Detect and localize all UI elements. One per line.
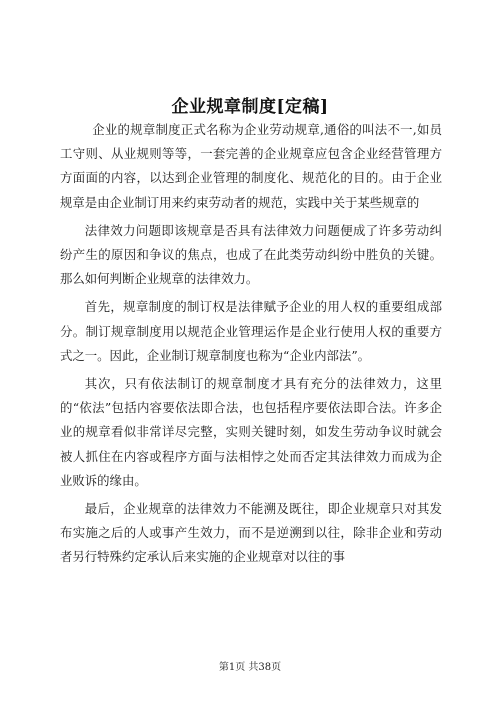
paragraph-1: 企业的规章制度正式名称为企业劳动规章,通俗的叫法不一,如员工守则、从业规则等等，一套完善的企业规章应包含企业经营管理方方面面的内容，以达到企业管理的制度化、规范化的目的。由于企业规章是由企业制订用来约束劳动者的规范，实践中关于某些规章的 <box>60 122 442 210</box>
paragraph-5: 最后，企业规章的法律效力不能溯及既往，即企业规章只对其发布实施之后的人或事产生效力，而不是逆溯到以往，除非企业和劳动者另行特殊约定承认后来实施的企业规章对以往的事 <box>60 501 442 565</box>
document-body <box>60 118 442 574</box>
paragraph-4: 其次，只有依法制订的规章制度才具有充分的法律效力，这里的“依法”包括内容要依法即合法，也包括程序要依法即合法。许多企业的规章看似非常详尽完整，实则关键时刻，如发生劳动争议时就会被人抓住在内容或程序方面与法相悖之处而否定其法律效力而成为企业败诉的缘由。 <box>60 376 442 488</box>
document-title: 企业规章制度[定稿] <box>171 97 329 117</box>
page-number-footer: 第1页 共38页 <box>218 662 282 673</box>
paragraph-3: 首先，规章制度的制订权是法律赋予企业的用人权的重要组成部分。制订规章制度用以规范企业管理运作是企业行使用人权的重要方式之一。因此，企业制订规章制度也称为“企业内部法”。 <box>60 299 442 363</box>
paragraph-2: 法律效力问题即该规章是否具有法律效力问题便成了许多劳动纠纷产生的原因和争议的焦点，也成了在此类劳动纠纷中胜负的关键。那么如何判断企业规章的法律效力。 <box>60 222 442 287</box>
